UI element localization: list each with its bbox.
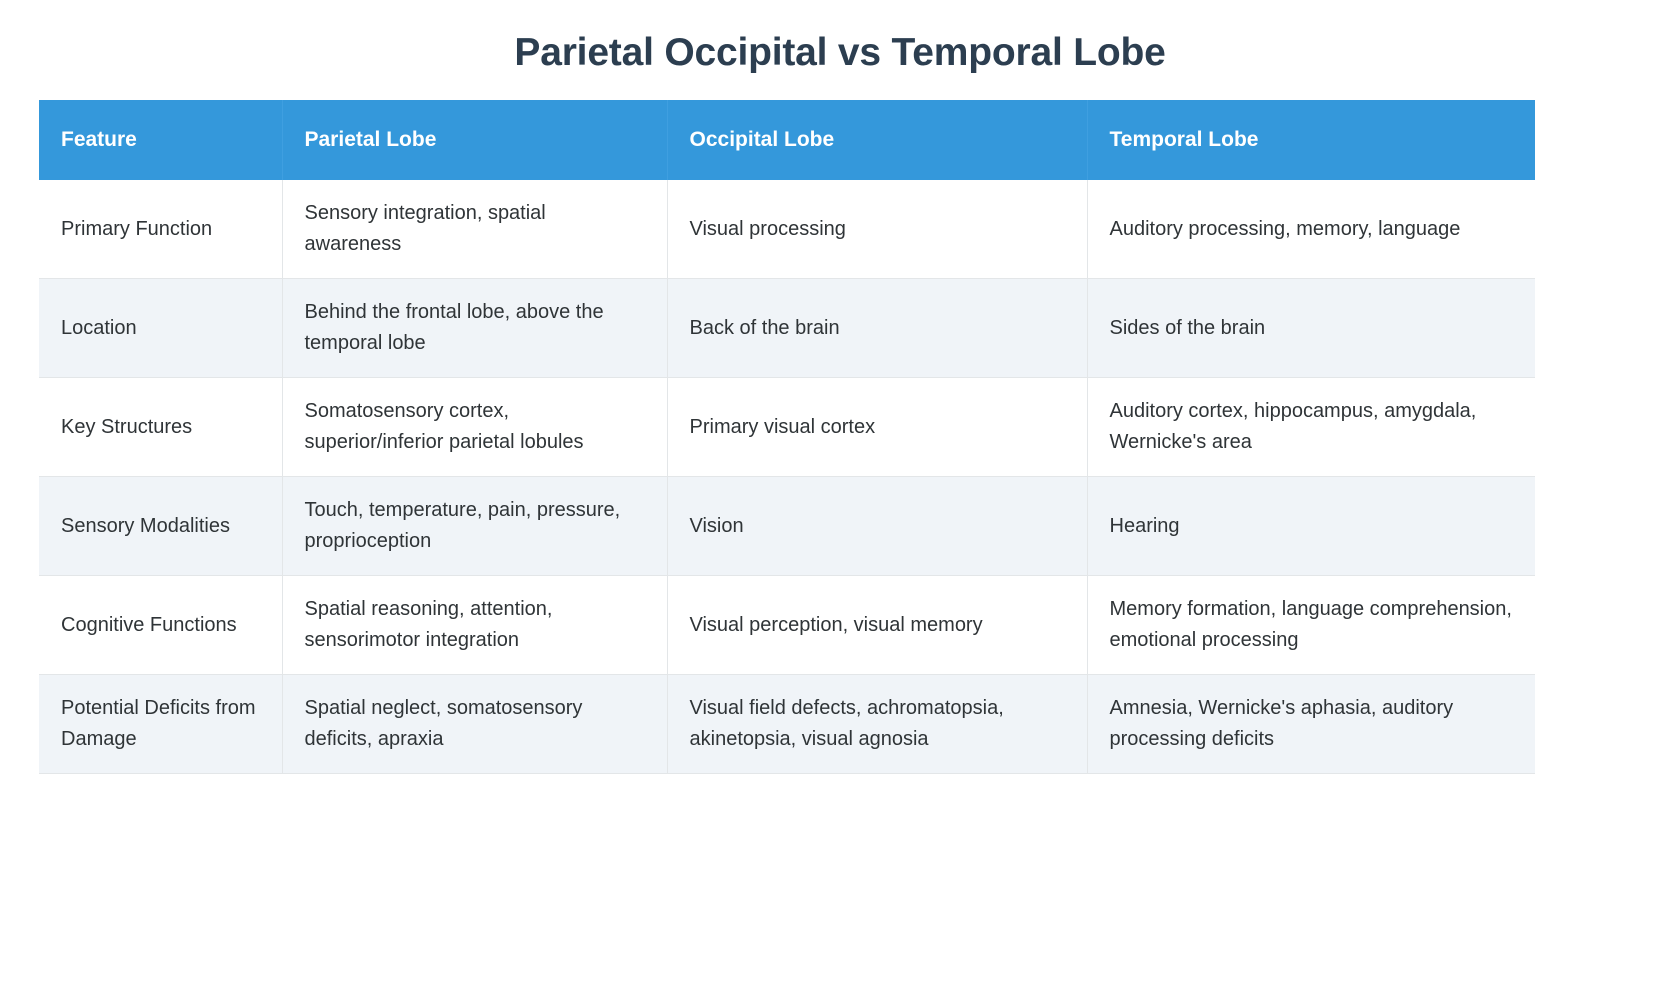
table-body: [39, 180, 1535, 774]
cell-temporal: Hearing: [1087, 477, 1535, 576]
cell-feature: Potential Deficits from Damage: [39, 675, 282, 774]
table-row: [39, 180, 1535, 279]
table-row: [39, 279, 1535, 378]
column-header-occipital: Occipital Lobe: [667, 100, 1087, 180]
cell-parietal: Sensory integration, spatial awareness: [282, 180, 667, 279]
cell-occipital: Back of the brain: [667, 279, 1087, 378]
cell-occipital: Vision: [667, 477, 1087, 576]
cell-temporal: Sides of the brain: [1087, 279, 1535, 378]
cell-feature: Cognitive Functions: [39, 576, 282, 675]
cell-temporal: Amnesia, Wernicke's aphasia, auditory processing deficits: [1087, 675, 1535, 774]
table-row: [39, 576, 1535, 675]
cell-parietal: Touch, temperature, pain, pressure, proprioception: [282, 477, 667, 576]
cell-feature: Location: [39, 279, 282, 378]
cell-temporal: Auditory processing, memory, language: [1087, 180, 1535, 279]
page-title: Parietal Occipital vs Temporal Lobe: [514, 31, 1166, 74]
cell-temporal: Memory formation, language comprehension, emotional processing: [1087, 576, 1535, 675]
table-header: [39, 100, 1535, 180]
column-header-temporal: Temporal Lobe: [1087, 100, 1535, 180]
cell-feature: Sensory Modalities: [39, 477, 282, 576]
table-row: [39, 477, 1535, 576]
cell-parietal: Behind the frontal lobe, above the temporal lobe: [282, 279, 667, 378]
table-row: [39, 675, 1535, 774]
cell-parietal: Spatial neglect, somatosensory deficits, apraxia: [282, 675, 667, 774]
cell-occipital: Primary visual cortex: [667, 378, 1087, 477]
cell-feature: Key Structures: [39, 378, 282, 477]
table-header-row: [39, 100, 1535, 180]
cell-feature: Primary Function: [39, 180, 282, 279]
cell-parietal: Spatial reasoning, attention, sensorimotor integration: [282, 576, 667, 675]
cell-occipital: Visual perception, visual memory: [667, 576, 1087, 675]
table-row: [39, 378, 1535, 477]
column-header-parietal: Parietal Lobe: [282, 100, 667, 180]
cell-occipital: Visual field defects, achromatopsia, akinetopsia, visual agnosia: [667, 675, 1087, 774]
column-header-feature: Feature: [39, 100, 282, 180]
cell-temporal: Auditory cortex, hippocampus, amygdala, Wernicke's area: [1087, 378, 1535, 477]
cell-occipital: Visual processing: [667, 180, 1087, 279]
comparison-table-container: [39, 100, 1535, 774]
cell-parietal: Somatosensory cortex, superior/inferior parietal lobules: [282, 378, 667, 477]
comparison-table: [39, 100, 1535, 774]
